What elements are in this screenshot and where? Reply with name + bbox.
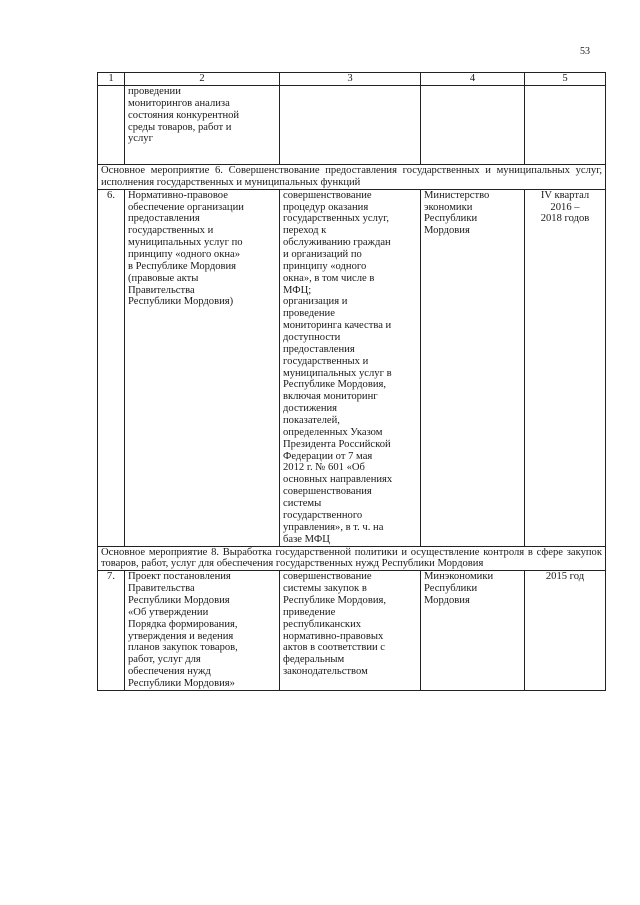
section-title: Основное мероприятие 6. Совершенствование предоставления государственных и муниципальных услуг, исполнения государственных и муниципальных функций <box>98 165 606 190</box>
cell-executor <box>421 86 525 165</box>
cell-document: Проект постановления Правительства Республики Мордовия «Об утверждении Порядка формирования, утверждения и ведения планов закупок товаров, работ, услуг для обеспечения нужд Республики Мордовия» <box>125 571 280 691</box>
section-title: Основное мероприятие 8. Выработка государственной политики и осуществление контроля в сфере закупок товаров, работ, услуг для обеспечения государственных нужд Республики Мордовия <box>98 546 606 571</box>
cell-num: 7. <box>98 571 125 691</box>
cell-document: Нормативно-правовое обеспечение организации предоставления государственных и муниципальных услуг по принципу «одного окна» в Республике Мордовия (правовые акты Правительства Республики Мордовия) <box>125 189 280 546</box>
cell-content <box>280 86 421 165</box>
cell-deadline <box>525 86 606 165</box>
header-col-1: 1 <box>98 73 125 86</box>
table-row <box>98 189 606 546</box>
page-number: 53 <box>580 46 590 57</box>
cell-document: проведении мониторингов анализа состояния конкурентной среды товаров, работ и услуг <box>125 86 280 165</box>
cell-content: совершенствование процедур оказания государственных услуг, переход к обслуживанию граждан и организаций по принципу «одного окна», в том числе в МФЦ; организация и проведение мониторинга качества и доступности предоставления государственных и муниципальных услуг в Республике Мордовия, включая мониторинг достижения показателей, определенных Указом Президента Российской Федерации от 7 мая 2012 г. № 601 «Об основных направлениях совершенствования системы государственного управления», в т. ч. на базе МФЦ <box>280 189 421 546</box>
cell-content: совершенствование системы закупок в Республике Мордовия, приведение республиканских нормативно-правовых актов в соответствии с федеральным законодательством <box>280 571 421 691</box>
table-row <box>98 86 606 165</box>
cell-num <box>98 86 125 165</box>
cell-executor: Минэкономики Республики Мордовия <box>421 571 525 691</box>
cell-deadline: IV квартал 2016 – 2018 годов <box>525 189 606 546</box>
section-row <box>98 165 606 190</box>
header-col-4: 4 <box>421 73 525 86</box>
activity-plan-table <box>97 72 606 691</box>
header-col-3: 3 <box>280 73 421 86</box>
section-row <box>98 546 606 571</box>
cell-executor: Министерство экономики Республики Мордовия <box>421 189 525 546</box>
table-row <box>98 571 606 691</box>
table-header-row <box>98 73 606 86</box>
header-col-2: 2 <box>125 73 280 86</box>
header-col-5: 5 <box>525 73 606 86</box>
cell-num: 6. <box>98 189 125 546</box>
cell-deadline: 2015 год <box>525 571 606 691</box>
